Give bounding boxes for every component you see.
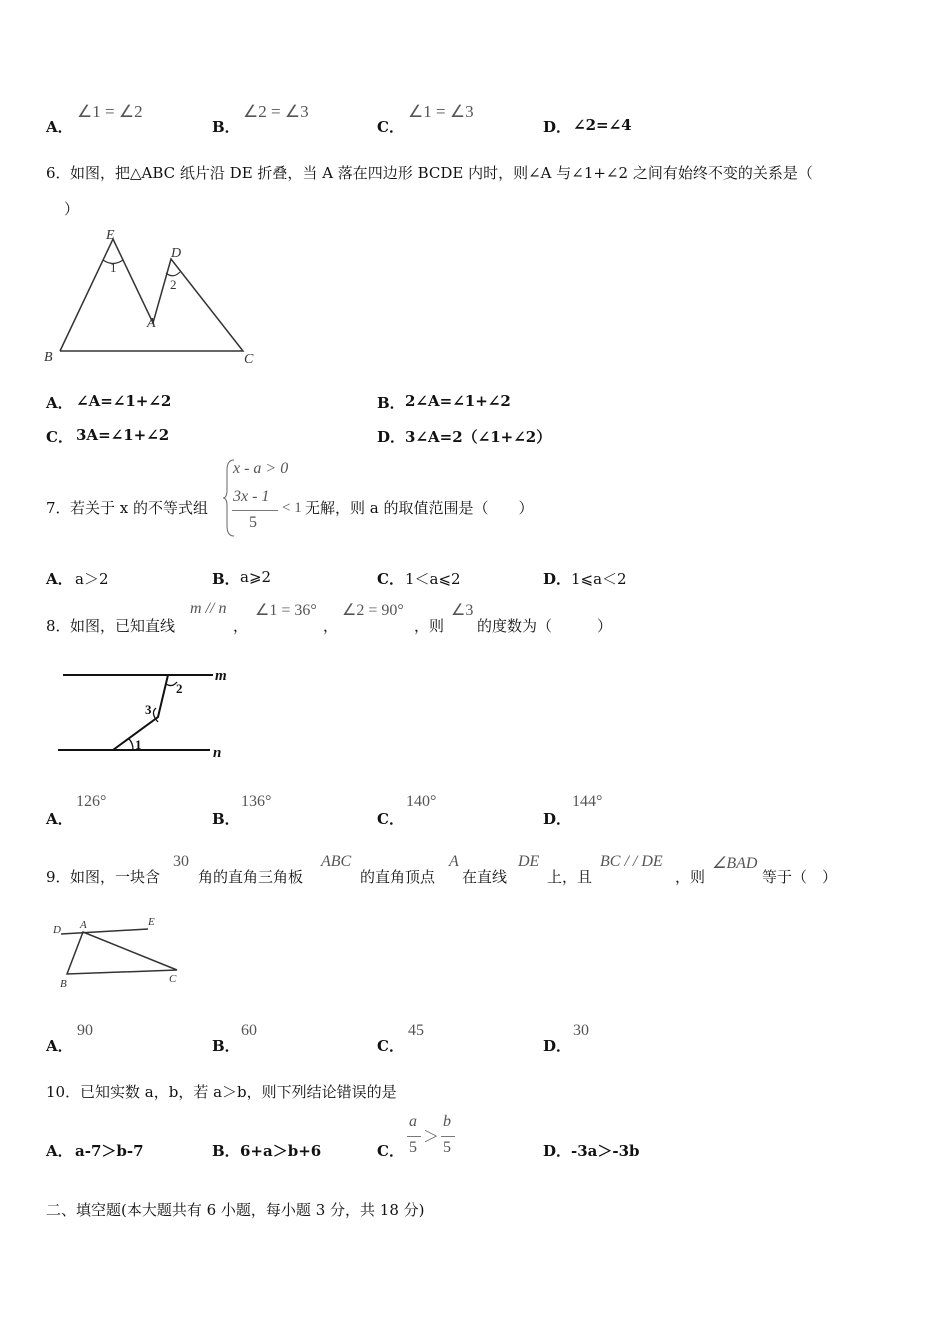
- q7-inequality-1: x - a > 0: [233, 460, 289, 477]
- q10-frac-relation: ＞: [423, 1129, 440, 1146]
- q10-frac-a-num: a: [409, 1113, 417, 1130]
- q9-option-b-label: B．: [212, 1037, 240, 1055]
- q9-text-7: 等于（ ）: [762, 868, 838, 886]
- q10-option-b-value: 6+a＞b+6: [240, 1142, 322, 1160]
- q9-math-a: A: [449, 853, 459, 870]
- q9-math-bc-de: BC / / DE: [600, 853, 663, 870]
- q9-label-b: B: [60, 978, 67, 990]
- q8-option-b-value: 136°: [241, 793, 272, 810]
- q10-option-b-label: B．: [212, 1142, 240, 1160]
- q10-frac-b-den: 5: [443, 1139, 451, 1156]
- q6-option-d-value: 3∠A=2（∠1+∠2）: [405, 428, 552, 446]
- q7-option-c-value: 1＜a⩽2: [405, 570, 461, 588]
- q8-sep-1: ，: [233, 617, 249, 635]
- q5-option-d-value: ∠2=∠4: [573, 116, 632, 134]
- q6-option-a-label: A．: [46, 394, 73, 412]
- q6-option-d-label: D．: [377, 428, 406, 446]
- q8-math-angle2: ∠2 = 90°: [342, 602, 404, 619]
- q10-option-d-value: -3a＞-3b: [571, 1142, 640, 1160]
- q6-label-d: D: [171, 246, 182, 261]
- q9-label-c: C: [169, 973, 177, 985]
- q6-number: 6．: [46, 164, 71, 182]
- q10-frac-b-num: b: [443, 1113, 451, 1130]
- q9-text-6: ，则: [675, 868, 706, 886]
- q7-option-b-label: B．: [212, 570, 240, 588]
- q8-math-angle1: ∠1 = 36°: [255, 602, 317, 619]
- q8-option-c-value: 140°: [406, 793, 437, 810]
- q10-frac-b-bar: [441, 1136, 455, 1137]
- q9-option-a-value: 90: [77, 1022, 93, 1039]
- q8-sep-2: ，: [323, 617, 339, 635]
- q10-frac-a-bar: [407, 1136, 421, 1137]
- q10-option-c-label: C．: [377, 1142, 404, 1160]
- q6-option-c-value: 3A=∠1+∠2: [76, 426, 170, 444]
- q5-option-c-label: C．: [377, 118, 404, 136]
- q10-option-a-value: a-7＞b-7: [75, 1142, 144, 1160]
- q7-frac-bar: [232, 510, 278, 511]
- section-2-title: 二、填空题(本大题共有 6 小题，每小题 3 分，共 18 分): [46, 1201, 425, 1219]
- q9-math-abc: ABC: [321, 853, 352, 870]
- q6-label-2: 2: [170, 277, 177, 292]
- q9-label-d: D: [53, 924, 61, 936]
- q6-label-c: C: [244, 352, 254, 367]
- q9-figure: [45, 908, 195, 993]
- q6-text: 如图，把△ABC 纸片沿 DE 折叠，当 A 落在四边形 BCDE 内时，则∠A 与∠1+∠2 之间有始终不变的关系是（: [70, 164, 813, 182]
- q9-math-30: 30: [173, 853, 189, 870]
- q9-option-d-value: 30: [573, 1022, 589, 1039]
- q7-frac-numerator: 3x - 1: [233, 488, 270, 505]
- q6-option-b-label: B．: [377, 394, 405, 412]
- q10-text: 已知实数 a，b，若 a＞b，则下列结论错误的是: [80, 1083, 397, 1101]
- q9-text-4: 在直线: [462, 868, 508, 886]
- q8-math-angle3: ∠3: [451, 602, 474, 619]
- q5-option-a-value: ∠1 = ∠2: [77, 102, 143, 121]
- q10-option-a-label: A．: [46, 1142, 73, 1160]
- q7-option-a-label: A．: [46, 570, 73, 588]
- q9-label-a: A: [80, 919, 87, 931]
- q10-option-d-label: D．: [543, 1142, 572, 1160]
- q6-close: ）: [64, 200, 80, 218]
- q8-label-3: 3: [145, 702, 152, 717]
- q9-text-5: 上，且: [547, 868, 593, 886]
- q9-text-1: 如图，一块含: [70, 868, 161, 886]
- q6-option-b-value: 2∠A=∠1+∠2: [405, 392, 511, 410]
- q5-option-c-value: ∠1 = ∠3: [408, 102, 474, 121]
- q7-option-b-value: a⩾2: [240, 568, 272, 586]
- q7-option-d-value: 1⩽a＜2: [571, 570, 627, 588]
- q8-number: 8．: [46, 617, 71, 635]
- q6-option-c-label: C．: [46, 428, 73, 446]
- q8-option-b-label: B．: [212, 810, 240, 828]
- q8-option-c-label: C．: [377, 810, 404, 828]
- q7-number: 7．: [46, 499, 71, 517]
- q7-prefix: 若关于 x 的不等式组: [70, 499, 208, 517]
- q7-frac-denominator: 5: [249, 514, 257, 531]
- q9-option-c-value: 45: [408, 1022, 424, 1039]
- q8-figure: [55, 660, 245, 762]
- q9-number: 9．: [46, 868, 71, 886]
- q10-frac-a-den: 5: [409, 1139, 417, 1156]
- q9-math-de: DE: [518, 853, 540, 870]
- q5-option-b-value: ∠2 = ∠3: [243, 102, 309, 121]
- q10-number: 10．: [46, 1083, 81, 1101]
- q8-sep-3: ，则: [414, 617, 445, 635]
- q8-option-a-label: A．: [46, 810, 73, 828]
- q8-label-2: 2: [176, 681, 183, 696]
- q7-option-d-label: D．: [543, 570, 572, 588]
- q7-frac-relation: < 1: [282, 500, 302, 516]
- q8-math-parallel: m // n: [190, 600, 227, 617]
- q6-label-e: E: [106, 228, 115, 243]
- q8-prefix: 如图，已知直线: [70, 617, 176, 635]
- q8-option-d-value: 144°: [572, 793, 603, 810]
- q9-text-2: 角的直角三角板: [198, 868, 304, 886]
- q9-option-b-value: 60: [241, 1022, 257, 1039]
- q5-option-a-label: A．: [46, 118, 73, 136]
- q9-label-e: E: [148, 916, 155, 928]
- q9-option-a-label: A．: [46, 1037, 73, 1055]
- q6-option-a-value: ∠A=∠1+∠2: [76, 392, 172, 410]
- q9-math-bad: ∠BAD: [712, 855, 758, 872]
- q6-figure: [40, 225, 270, 370]
- q8-label-1: 1: [135, 737, 142, 752]
- q9-option-d-label: D．: [543, 1037, 572, 1055]
- q8-label-m: m: [215, 668, 227, 684]
- q8-label-n: n: [213, 745, 222, 761]
- q8-suffix: 的度数为（ ）: [477, 617, 613, 635]
- q5-option-b-label: B．: [212, 118, 240, 136]
- q7-suffix: 无解，则 a 的取值范围是（ ）: [305, 499, 534, 517]
- q5-option-d-label: D．: [543, 118, 572, 136]
- q6-label-b: B: [44, 350, 53, 365]
- q7-option-c-label: C．: [377, 570, 404, 588]
- q8-option-a-value: 126°: [76, 793, 107, 810]
- q6-label-1: 1: [110, 260, 117, 275]
- q8-option-d-label: D．: [543, 810, 572, 828]
- q6-label-a: A: [147, 316, 156, 331]
- q7-option-a-value: a＞2: [75, 570, 109, 588]
- q9-option-c-label: C．: [377, 1037, 404, 1055]
- q9-text-3: 的直角顶点: [360, 868, 436, 886]
